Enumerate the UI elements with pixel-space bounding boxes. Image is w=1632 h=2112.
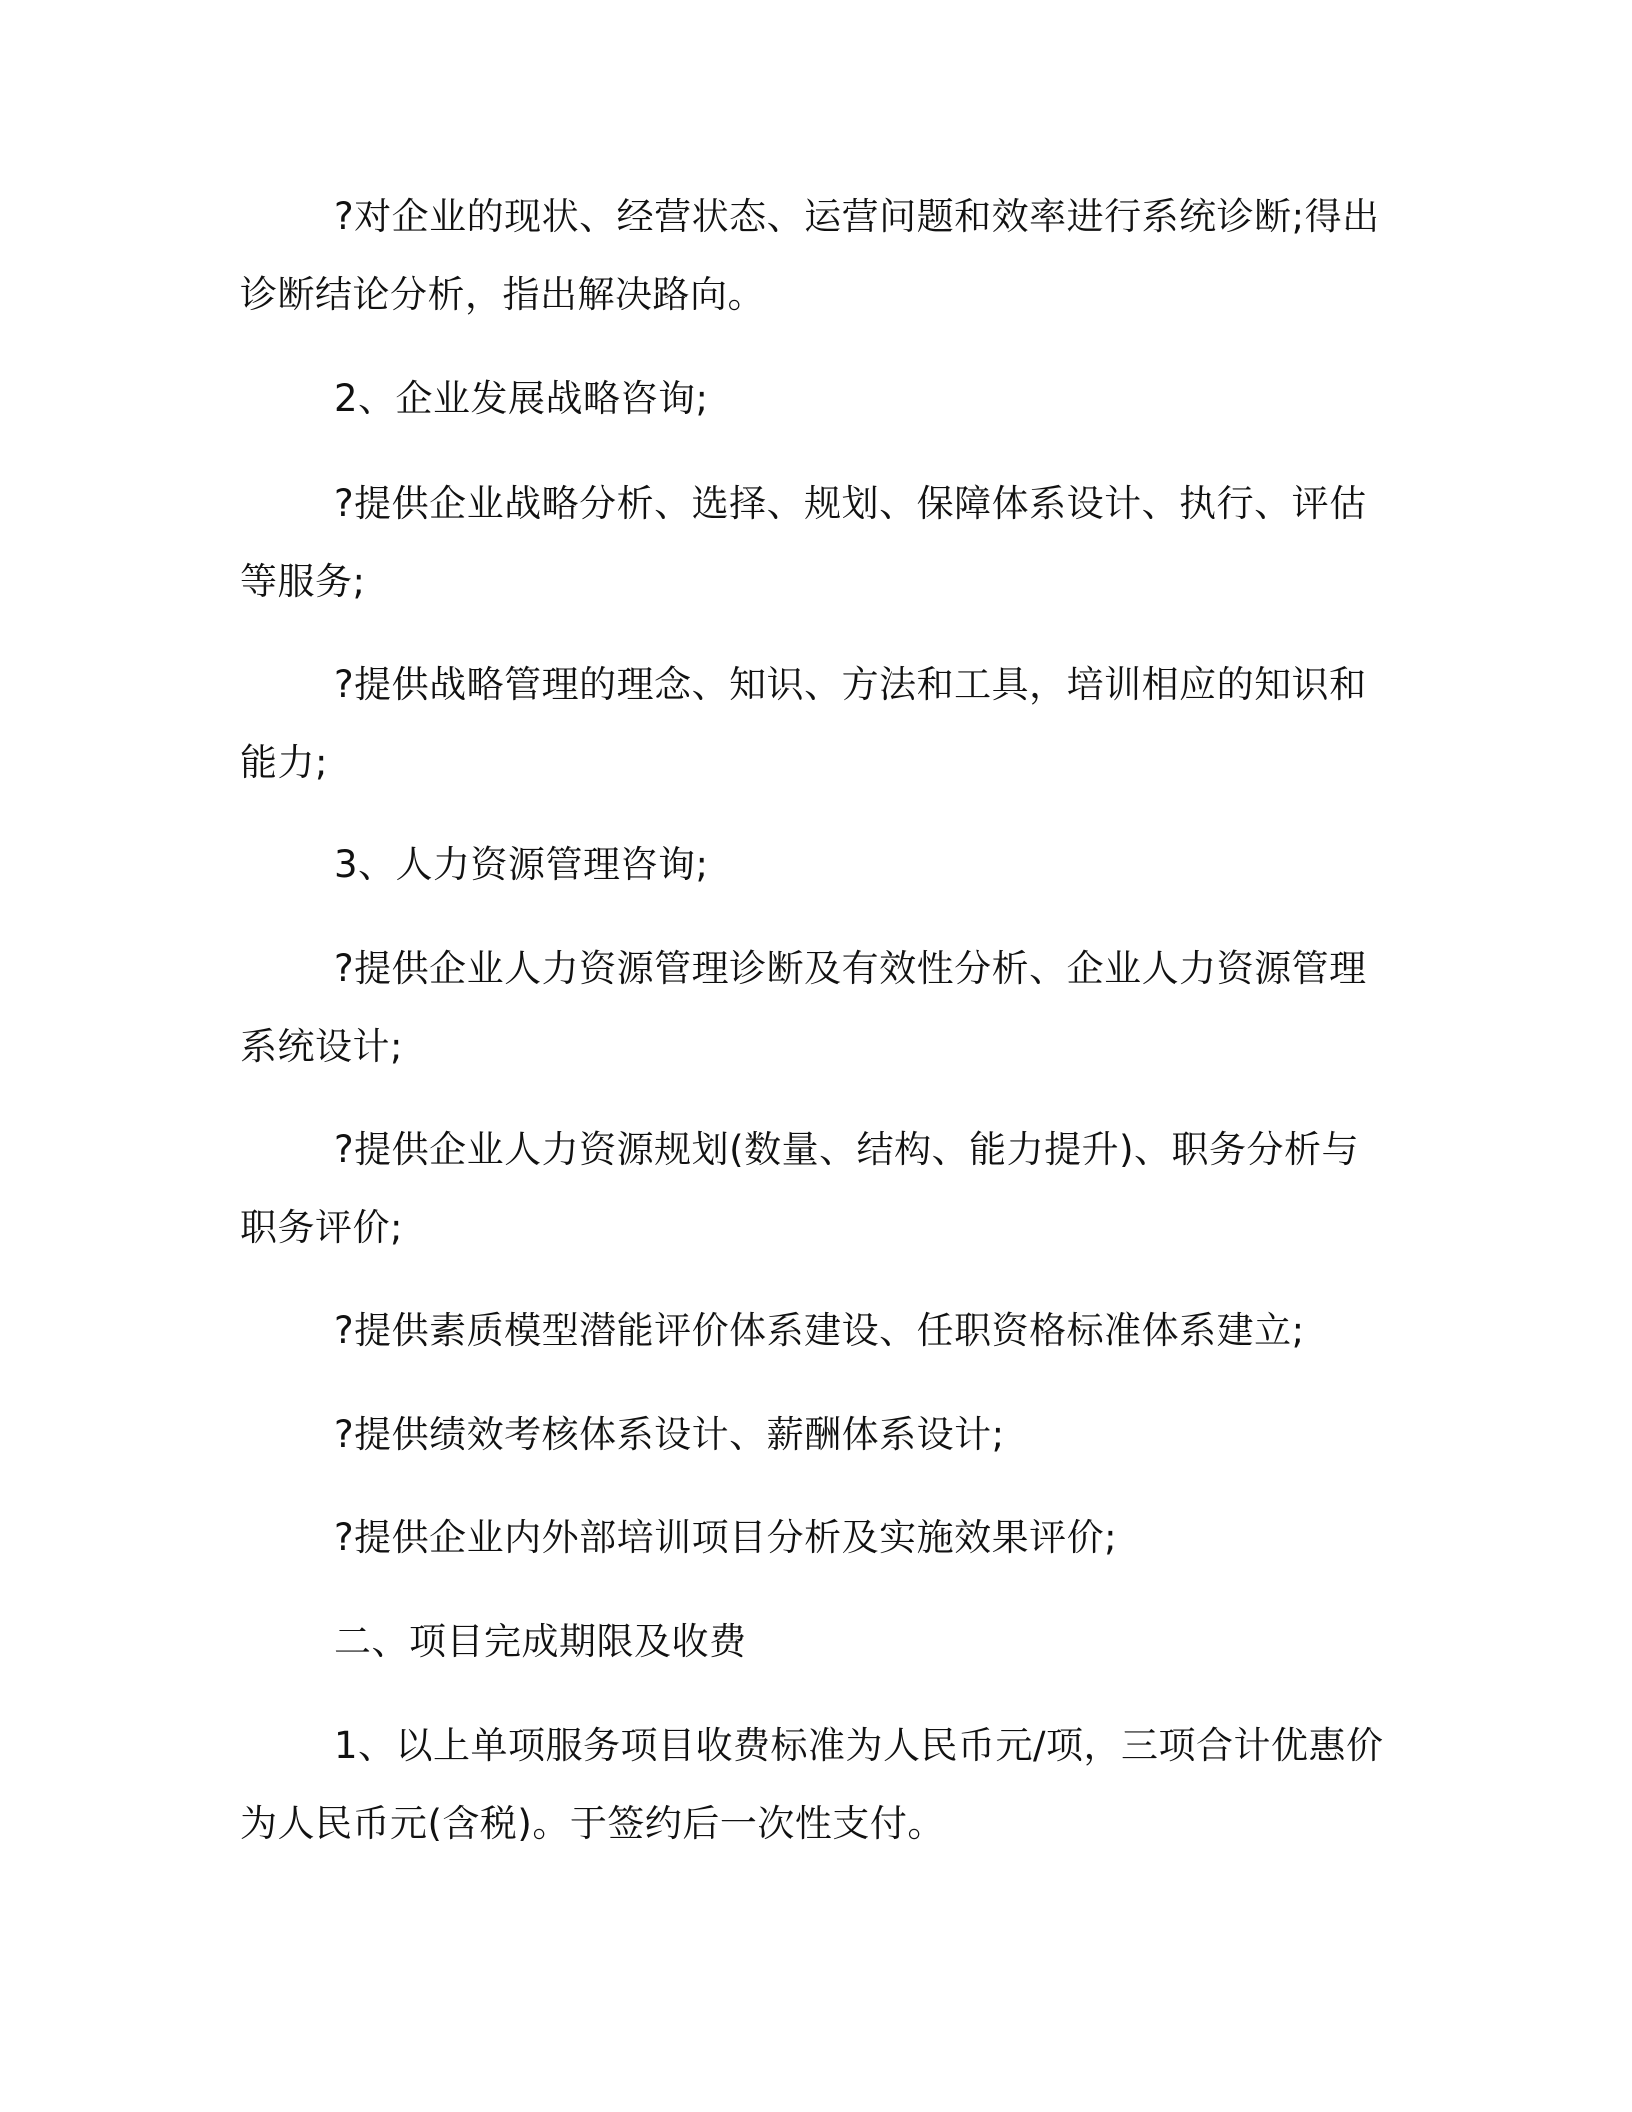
paragraph-hr-diagnosis: ?提供企业人力资源管理诊断及有效性分析、企业人力资源管理系统设计; — [240, 947, 1367, 1068]
paragraph-hr-planning: ?提供企业人力资源规划(数量、结构、能力提升)、职务分析与职务评价; — [240, 1128, 1360, 1249]
paragraph-fee-standard: 1、以上单项服务项目收费标准为人民币元/项，三项合计优惠价为人民币元(含税)。于签约后一次性支付。 — [240, 1724, 1384, 1845]
paragraph-performance-salary: ?提供绩效考核体系设计、薪酬体系设计; — [334, 1413, 1005, 1456]
paragraph-strategy-training: ?提供战略管理的理念、知识、方法和工具，培训相应的知识和能力; — [240, 663, 1367, 784]
heading-project-term-fees: 二、项目完成期限及收费 — [334, 1620, 747, 1663]
heading-hr-consulting: 3、人力资源管理咨询; — [334, 843, 709, 886]
paragraph-competency-model: ?提供素质模型潜能评价体系建设、任职资格标准体系建立; — [334, 1309, 1305, 1352]
heading-strategy-consulting: 2、企业发展战略咨询; — [334, 377, 709, 420]
paragraph-diagnosis: ?对企业的现状、经营状态、运营问题和效率进行系统诊断;得出诊断结论分析，指出解决路向。 — [240, 195, 1380, 316]
paragraph-training-evaluation: ?提供企业内外部培训项目分析及实施效果评价; — [334, 1516, 1118, 1559]
paragraph-strategy-services: ?提供企业战略分析、选择、规划、保障体系设计、执行、评估等服务; — [240, 482, 1367, 603]
